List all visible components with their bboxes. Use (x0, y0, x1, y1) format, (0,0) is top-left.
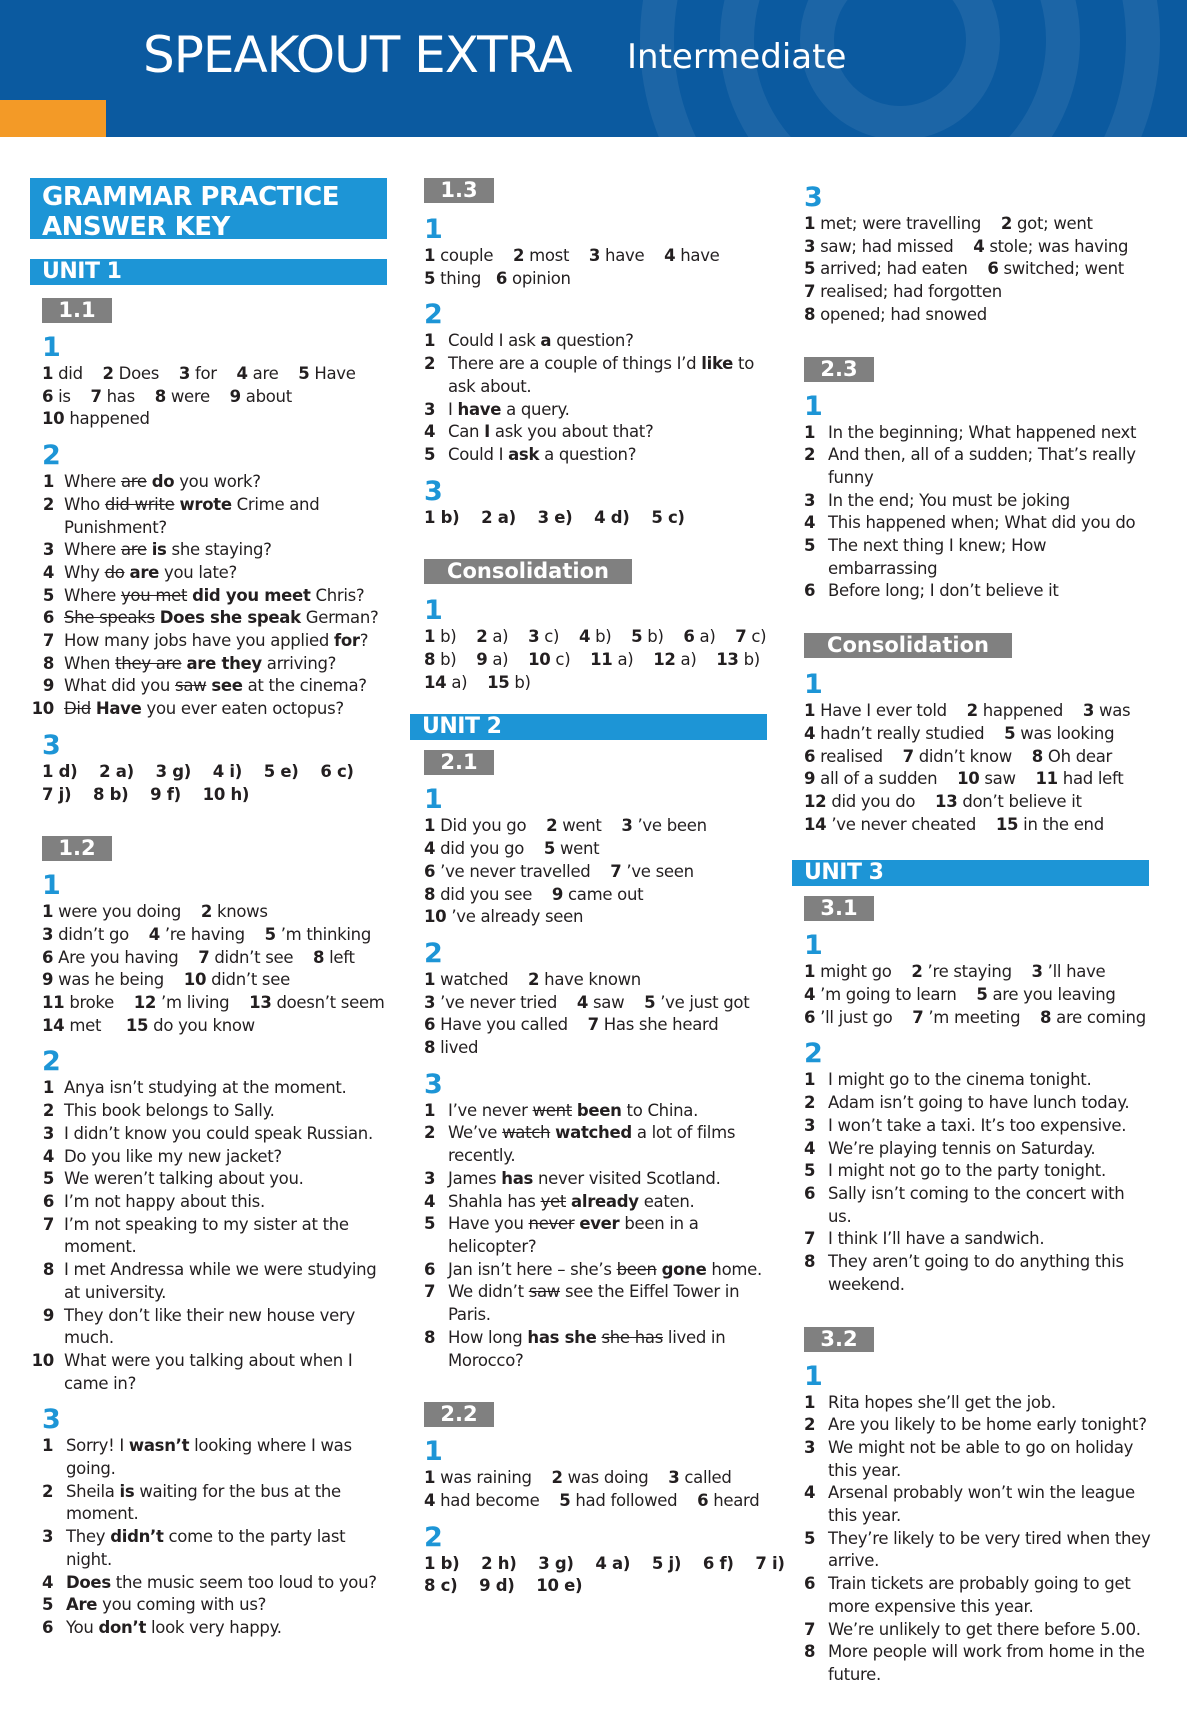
header-banner (0, 0, 1187, 137)
consolidation-label: Consolidation (424, 559, 632, 584)
exercise-number: 2 (424, 1521, 443, 1553)
answers-2-1-1: 1 Did you go 2 went 3 ’ve been 4 did you go 5 went 6 ’ve never travelled 7 ’ve seen 8 did you see 9 came out 10 ’ve already seen (424, 816, 707, 927)
consolidation-label: Consolidation (804, 633, 1012, 658)
exercise-number: 2 (424, 299, 443, 331)
exercise-number: 1 (804, 669, 823, 701)
exercise-number: 1 (424, 1436, 443, 1468)
lesson-label: 1.3 (424, 178, 494, 203)
lesson-label: 2.2 (424, 1402, 494, 1427)
column-3 (792, 178, 1152, 1687)
answers-1-3-3: 1 b) 2 a) 3 e) 4 d) 5 c) (424, 507, 685, 527)
lesson-label: 3.1 (804, 896, 874, 921)
answers-cons-2: 1 Have I ever told 2 happened 3 was 4 hadn’t really studied 5 was looking 6 realised 7 didn’t know 8 Oh dear 9 all of a sudden 10 saw 11 had left 12 did you do 13 don’t believe it 14 ’ve never cheated 15 in the end (804, 701, 1131, 834)
answers-2-3-1: 1 In the beginning; What happened next 2 And then, all of a sudden; That’s really funny 3 In the end; You must be joking 4 This happened when; What did you do 5 The next thing I knew; How embarrassing 6 Before long; I don’t believe it (804, 422, 1137, 601)
lesson-label: 2.1 (424, 750, 494, 775)
exercise-number: 3 (42, 1404, 61, 1436)
exercise-number: 2 (804, 1038, 823, 1070)
column-2 (410, 178, 785, 1598)
lesson-label: 3.2 (804, 1327, 874, 1352)
answers-2-1-2: 1 watched 2 have known 3 ’ve never tried 4 saw 5 ’ve just got 6 Have you called 7 Has she heard 8 lived (424, 969, 750, 1058)
answers-2-2-2: 1 b) 2 h) 3 g) 4 a) 5 j) 6 f) 7 i) 8 c) 9 d) 10 e) (424, 1553, 785, 1596)
lesson-label: 1.2 (42, 836, 112, 861)
answers-2-2-3: 1 met; were travelling 2 got; went 3 saw; had missed 4 stole; was having 5 arrived; had eaten 6 switched; went 7 realised; had forgotten 8 opened; had snowed (804, 214, 1129, 324)
orange-accent-block (0, 100, 106, 137)
exercise-number: 1 (804, 390, 823, 422)
exercise-number: 2 (42, 440, 61, 472)
answers-2-1-3: 1 I’ve never went been to China. 2 We’ve watch watched a lot of films recently. 3 James has never visited Scotland. 4 Shahla has yet already eaten. 5 Have you never ever been in a helicopter? 6 Jan isn’t here – she’s been gone home. 7 We didn’t saw see the Eiffel Tower in Paris. 8 How long has she she has lived in Morocco? (424, 1100, 762, 1370)
answers-1-2-2: 1 Anya isn’t studying at the moment. 2 This book belongs to Sally. 3 I didn’t know you could speak Russian. 4 Do you like my new jacket? 5 We weren’t talking about you. 6 I’m not happy about this. 7 I’m not speaking to my sister at the moment. 8 I met Andressa while we were studying at university. 9 They don’t like their new house very much. 10 What were you talking about when I came in? (31, 1078, 377, 1393)
level-label: Intermediate (627, 37, 847, 77)
answers-2-2-1: 1 was raining 2 was doing 3 called 4 had become 5 had followed 6 heard (424, 1468, 760, 1510)
answer-key-title: GRAMMAR PRACTICE ANSWER KEY (30, 178, 387, 239)
answers-1-2-3: 1 Sorry! I wasn’t looking where I was going. 2 Sheila is waiting for the bus at the moment. 3 They didn’t come to the party last night. 4 Does the music seem too loud to you? 5 Are you coming with us? 6 You don’t look very happy. (42, 1436, 377, 1637)
answers-cons-1: 1 b) 2 a) 3 c) 4 b) 5 b) 6 a) 7 c) 8 b) 9 a) 10 c) 11 a) 12 a) 13 b) 14 a) 15 b) (424, 627, 767, 692)
answers-1-1-2: 1 Where are do you work? 2 Who did write wrote Crime and Punishment? 3 Where are is she staying? 4 Why do are you late? 5 Where you met did you meet Chris? 6 She speaks Does she speak German? 7 How many jobs have you applied for? 8 When they are are they arriving? 9 What did you saw see at the cinema? 10 Did Have you ever eaten octopus? (31, 472, 379, 719)
exercise-number: 1 (424, 595, 443, 627)
exercise-number: 3 (424, 1068, 443, 1100)
exercise-number: 1 (42, 870, 61, 902)
unit-heading: UNIT 1 (30, 259, 387, 285)
exercise-number: 1 (804, 1360, 823, 1392)
answers-1-1-3: 1 d) 2 a) 3 g) 4 i) 5 e) 6 c) 7 j) 8 b) 9 f) 10 h) (42, 761, 354, 804)
exercise-number: 1 (424, 214, 443, 245)
answers-1-3-2: 1 Could I ask a question? 2 There are a couple of things I’d like to ask about. 3 I have a query. 4 Can I ask you about that? 5 Could I ask a question? (424, 331, 754, 464)
answers-1-1-1: 1 did 2 Does 3 for 4 are 5 Have 6 is 7 has 8 were 9 about 10 happened (42, 364, 356, 429)
lesson-label: 2.3 (804, 357, 874, 382)
answers-3-2-1: 1 Rita hopes she’ll get the job. 2 Are you likely to be home early tonight? 3 We might not be able to go on holiday this year. 4 Arsenal probably won’t win the league this year. 5 They’re likely to be very tired when they arrive. 6 Train tickets are probably going to get more expensive this year. 7 We’re unlikely to get there before 5.00. 8 More people will work from home in the future. (804, 1392, 1151, 1684)
exercise-number: 1 (804, 930, 823, 962)
exercise-number: 1 (42, 332, 61, 363)
answers-1-2-1: 1 were you doing 2 knows 3 didn’t go 4 ’re having 5 ’m thinking 6 Are you having 7 didn’t see 8 left 9 was he being 10 didn’t see 11 broke 12 ’m living 13 doesn’t seem 14 met 15 do you know (42, 902, 385, 1035)
exercise-number: 3 (804, 182, 823, 213)
page-title: SPEAKOUT EXTRA (143, 26, 572, 84)
answers-1-3-1: 1 couple 2 most 3 have 4 have 5 thing 6 opinion (424, 246, 720, 288)
exercise-number: 2 (42, 1046, 61, 1078)
answers-3-1-1: 1 might go 2 ’re staying 3 ’ll have 4 ’m going to learn 5 are you leaving 6 ’ll just go 7 ’m meeting 8 are coming (804, 962, 1146, 1027)
exercise-number: 3 (42, 729, 61, 761)
unit-heading: UNIT 2 (410, 714, 767, 740)
exercise-number: 1 (424, 784, 443, 816)
answers-3-1-2: 1 I might go to the cinema tonight. 2 Adam isn’t going to have lunch today. 3 I won’t take a taxi. It’s too expensive. 4 We’re playing tennis on Saturday. 5 I might not go to the party tonight. 6 Sally isn’t coming to the concert with us. 7 I think I’ll have a sandwich. 8 They aren’t going to do anything this weekend. (804, 1070, 1130, 1294)
column-1 (30, 178, 390, 1640)
lesson-label: 1.1 (42, 298, 112, 323)
exercise-number: 2 (424, 937, 443, 969)
unit-heading: UNIT 3 (792, 860, 1149, 886)
exercise-number: 3 (424, 475, 443, 507)
